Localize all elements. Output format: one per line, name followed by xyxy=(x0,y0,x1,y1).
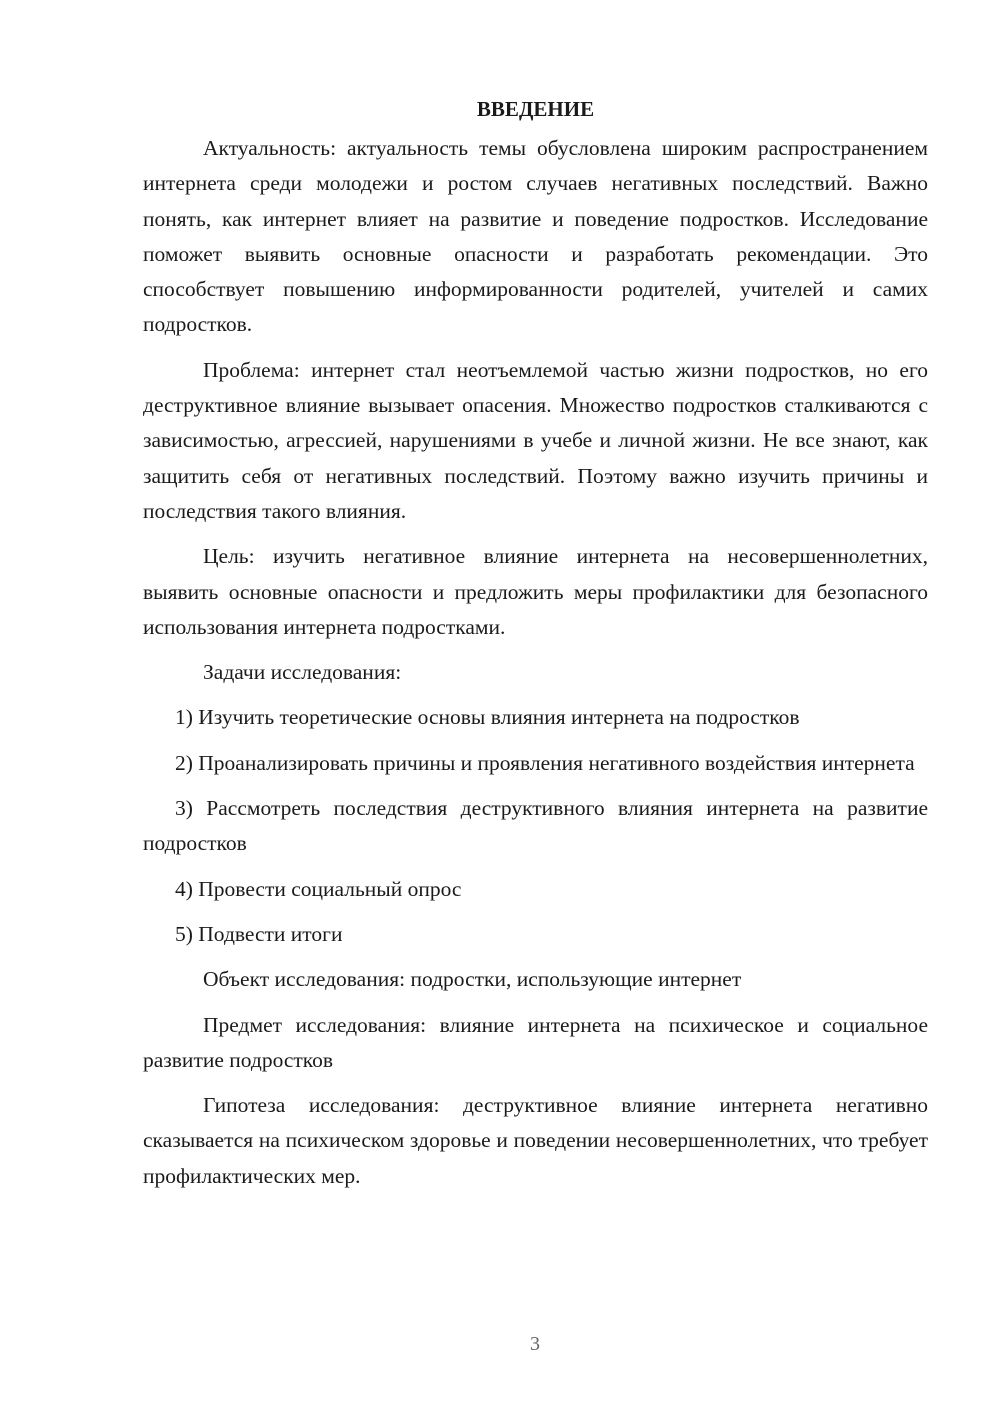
goal-paragraph: Цель: изучить негативное влияние интернета на несовершеннолетних, выявить основные опасности и предложить меры профилактики для безопасного использования интернета подростками. xyxy=(143,544,928,639)
list-item: 5) Подвести итоги xyxy=(175,921,343,946)
list-item: 3) Рассмотреть последствия деструктивного влияния интернета на развитие подростков xyxy=(143,796,928,856)
list-item: 2) Проанализировать причины и проявления негативного воздействия интернета xyxy=(175,750,915,775)
tasks-list xyxy=(143,700,928,952)
document-page xyxy=(143,92,928,1204)
hypothesis-paragraph: Гипотеза исследования: деструктивное влияние интернета негативно сказывается на психическом здоровье и поведении несовершеннолетних, что требует профилактических мер. xyxy=(143,1093,928,1188)
subject-paragraph: Предмет исследования: влияние интернета на психическое и социальное развитие подростков xyxy=(143,1012,928,1072)
page-number: 3 xyxy=(530,1333,540,1355)
list-item: 4) Провести социальный опрос xyxy=(175,876,462,901)
list-item: 1) Изучить теоретические основы влияния интернета на подростков xyxy=(175,705,800,730)
tasks-heading: Задачи исследования: xyxy=(203,660,402,685)
page-title: ВВЕДЕНИЕ xyxy=(476,97,595,121)
object-paragraph: Объект исследования: подростки, использующие интернет xyxy=(203,967,742,992)
relevance-paragraph: Актуальность: актуальность темы обусловлена широким распространением интернета среди молодежи и ростом случаев негативных последствий. Важно понять, как интернет влияет на развитие и поведение подростков. Исследование поможет выявить основные опасности и разработать рекомендации. Это способствует повышению информированности родителей, учителей и самих подростков. xyxy=(143,136,928,337)
problem-paragraph: Проблема: интернет стал неотъемлемой частью жизни подростков, но его деструктивное влияние вызывает опасения. Множество подростков сталкиваются с зависимостью, агрессией, нарушениями в учебе и личной жизни. Не все знают, как защитить себя от негативных последствий. Поэтому важно изучить причины и последствия такого влияния. xyxy=(143,357,928,523)
